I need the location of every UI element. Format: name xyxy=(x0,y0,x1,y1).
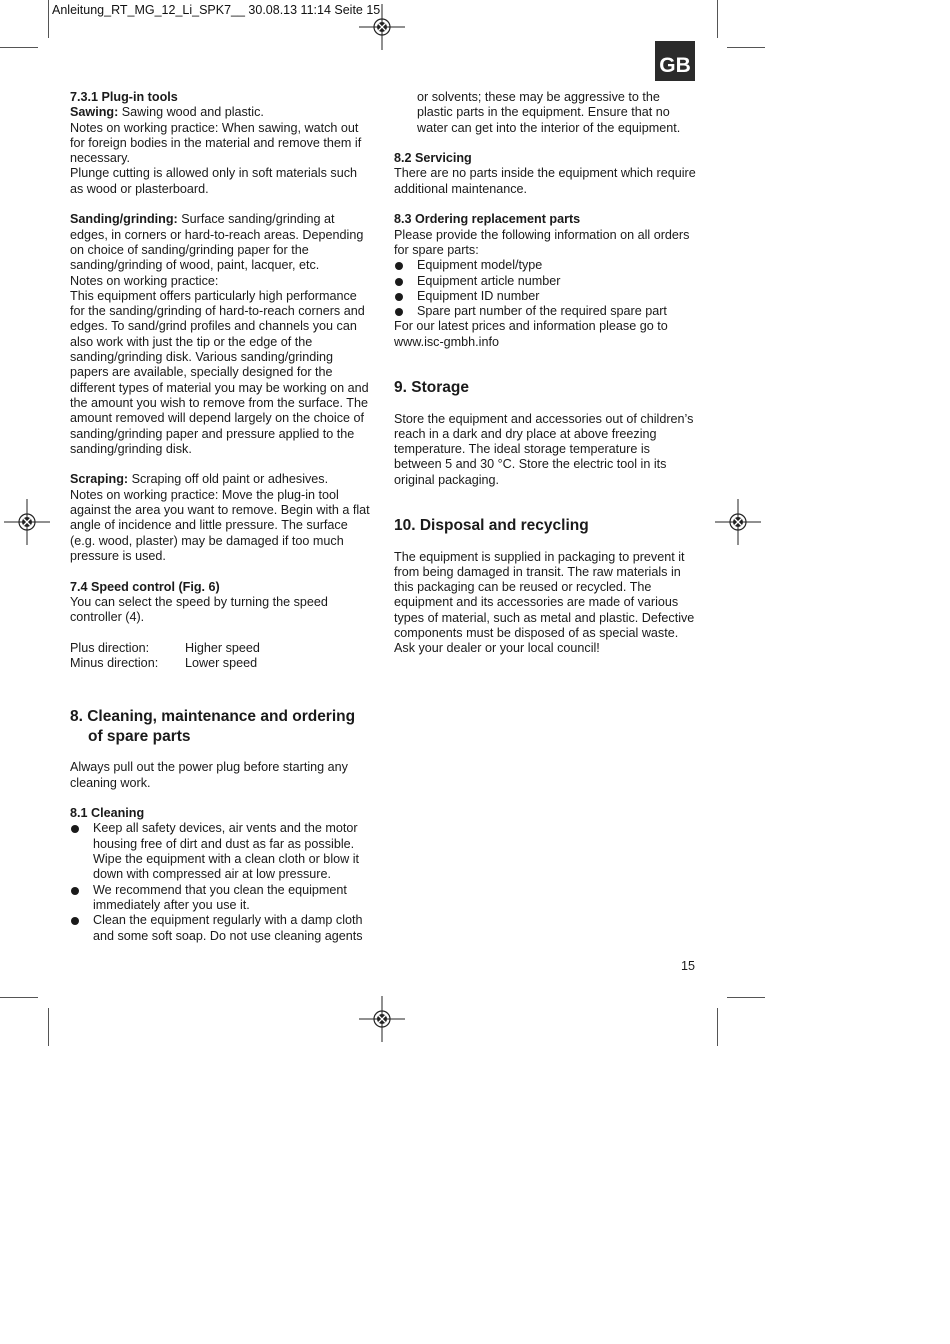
left-column xyxy=(70,90,370,944)
sawing-notes: Notes on working practice: When sawing, watch out for foreign bodies in the material and remove them if necessary. xyxy=(70,120,362,166)
speed-value: Higher speed xyxy=(185,640,260,655)
list-item: Clean the equipment regularly with a damp cloth and some soft soap. Do not use cleaning agents xyxy=(70,913,370,944)
section-10-title: 10. Disposal and recycling xyxy=(394,517,589,535)
section-8-1-title: 8.1 Cleaning xyxy=(70,806,145,821)
list-item: Spare part number of the required spare part xyxy=(394,304,696,319)
section-7-3-1-title: 7.3.1 Plug-in tools xyxy=(70,90,178,104)
list-item: Keep all safety devices, air vents and the motor housing free of dirt and dust as far as possible. Wipe the equipment with a clean cloth or blow it down with compressed air at low pressure. xyxy=(70,821,370,882)
section-8-3-text: Please provide the following information on all orders for spare parts: xyxy=(394,227,690,257)
speed-row xyxy=(70,656,370,671)
section-8-text: Always pull out the power plug before starting any cleaning work. xyxy=(70,760,348,790)
list-item: We recommend that you clean the equipment immediately after you use it. xyxy=(70,883,370,914)
list-item: Equipment ID number xyxy=(394,289,696,304)
sanding-notes: Notes on working practice: xyxy=(70,273,219,288)
speed-row xyxy=(70,641,370,656)
list-item: Equipment model/type xyxy=(394,258,696,273)
scraping-text: Scraping off old paint or adhesives. xyxy=(128,472,329,487)
speed-direction: Minus direction: xyxy=(70,655,159,670)
section-8-3-footer: For our latest prices and information please go to www.isc-gmbh.info xyxy=(394,319,668,349)
trim-mark xyxy=(0,997,38,998)
trim-mark xyxy=(727,47,765,48)
trim-mark xyxy=(717,0,718,38)
sanding-paragraph xyxy=(70,212,370,273)
section-10-text: The equipment is supplied in packaging to prevent it from being damaged in transit. The raw materials in this packaging can be reused or recycled. The equipment and its accessories are made of various types of material, such as metal and plastic. Defective components must be disposed of as special waste. Ask your dealer or your local council! xyxy=(394,549,695,656)
sawing-lead: Sawing: xyxy=(70,105,119,120)
sawing-text: Sawing wood and plastic. xyxy=(118,105,264,120)
section-8-3-title: 8.3 Ordering replacement parts xyxy=(394,212,581,227)
registration-mark-icon xyxy=(715,499,761,545)
trim-mark xyxy=(0,47,38,48)
sanding-body: This equipment offers particularly high performance for the sanding/grinding of hard-to-reach corners and edges. To sand/grind profiles and channels you can also work with just the tip or the edge of the sanding/grinding disk. Various sanding/grinding papers are available, specially designed for the different types of material you may be working on and the amount you wish to remove from the surface. The amount removed will depend largely on the choice of sanding/grinding paper and pressure applied to the sanding/grinding disk. xyxy=(70,288,369,456)
section-8-2-text: There are no parts inside the equipment which require additional maintenance. xyxy=(394,166,696,196)
sanding-lead: Sanding/grinding: xyxy=(70,212,178,227)
registration-mark-icon xyxy=(359,996,405,1042)
registration-mark-icon xyxy=(4,499,50,545)
trim-mark xyxy=(727,997,765,998)
trim-mark xyxy=(48,1008,49,1046)
page-number: 15 xyxy=(681,959,696,973)
sawing-paragraph xyxy=(70,105,370,120)
cleaning-list xyxy=(70,821,370,943)
list-item: Equipment article number xyxy=(394,274,696,289)
trim-mark xyxy=(717,1008,718,1046)
sanding-text: Surface sanding/grinding at edges, in corners or hard-to-reach areas. Depending on choice of sanding/grinding paper for the sanding/grinding of wood, paint, lacquer, etc. xyxy=(70,212,364,273)
sawing-plunge: Plunge cutting is allowed only in soft materials such as wood or plasterboard. xyxy=(70,166,358,196)
section-8-2-title: 8.2 Servicing xyxy=(394,151,472,166)
section-9-title: 9. Storage xyxy=(394,379,469,397)
scraping-lead: Scraping: xyxy=(70,472,129,487)
right-column xyxy=(394,90,696,657)
trim-mark xyxy=(48,0,49,38)
cleaning-continued: or solvents; these may be aggressive to the plastic parts in the equipment. Ensure that no water can get into the interior of the equipment. xyxy=(417,90,681,135)
spare-parts-list xyxy=(394,258,696,319)
section-8-title: 8. Cleaning, maintenance and ordering of spare parts xyxy=(70,708,356,745)
section-9-text: Store the equipment and accessories out of children’s reach in a dark and dry place at above freezing temperature. The ideal storage temperature is between 5 and 30 °C. Store the electric tool in its original packaging. xyxy=(394,411,694,487)
registration-mark-icon xyxy=(359,4,405,50)
section-7-4-title: 7.4 Speed control (Fig. 6) xyxy=(70,579,220,594)
speed-direction: Plus direction: xyxy=(70,640,150,655)
speed-value: Lower speed xyxy=(185,655,258,670)
scraping-paragraph xyxy=(70,472,370,487)
section-7-4-text: You can select the speed by turning the speed controller (4). xyxy=(70,594,328,625)
print-slug: Anleitung_RT_MG_12_Li_SPK7__ 30.08.13 11:14 Seite 15 xyxy=(52,3,381,17)
language-tab: GB xyxy=(655,41,695,81)
scraping-notes: Notes on working practice: Move the plug-in tool against the area you want to remove. Begin with a flat angle of incidence and little pressure. The surface (e.g. wood, plaster) may be damaged if too much pressure is used. xyxy=(70,487,370,563)
